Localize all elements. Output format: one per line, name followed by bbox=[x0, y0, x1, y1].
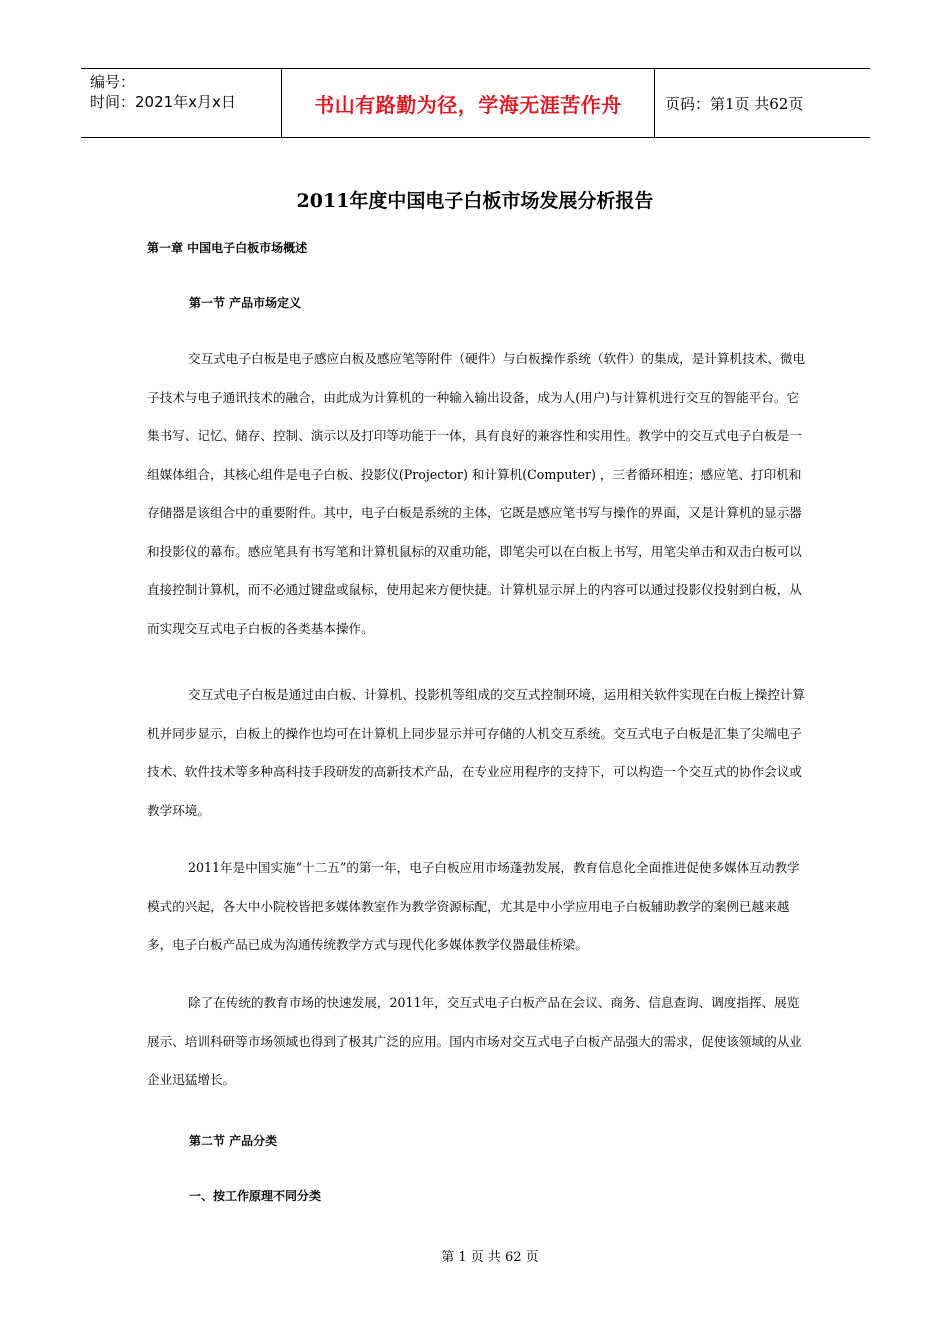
paragraph-1-text: 交互式电子白板是电子感应白板及感应笔等附件（硬件）与白板操作系统（软件）的集成，是计算机技术、微电子技术与电子通讯技术的融合，由此成为计算机的一种输入输出设备，成为人(用户)与计算机进行交互的智能平台。它集书写、记忆、储存、控制、演示以及打印等功能于一体，具有良好的兼容性和实用性。教学中的交互式电子白板是一组媒体组合，其核心组件是电子白板、投影仪(Projector) 和计算机(Computer) ，三者循环相连；感应笔、打印机和存储器是该组合中的重要附件。其中，电子白板是系统的主体，它既是感应笔书写与操作的界面，又是计算机的显示器和投影仪的幕布。感应笔具有书写笔和计算机鼠标的双重功能，即笔尖可以在白板上书写，用笔尖单击和双击白板可以直接控制计算机，而不必通过键盘或鼠标，使用起来方便快捷。计算机显示屏上的内容可以通过投影仪投射到白板，从而实现交互式电子白板的各类基本操作。 bbox=[147, 351, 806, 636]
paragraph-4-text: 除了在传统的教育市场的快速发展，2011年，交互式电子白板产品在会议、商务、信息查询、调度指挥、展览展示、培训科研等市场领域也得到了极其广泛的应用。国内市场对交互式电子白板产品强大的需求，促使该领域的从业企业迅猛增长。 bbox=[147, 995, 802, 1087]
paragraph-2-text: 交互式电子白板是通过由白板、计算机、投影机等组成的交互式控制环境，运用相关软件实现在白板上操控计算机并同步显示，白板上的操作也均可在计算机上同步显示并可存储的人机交互系统。交互式电子白板是汇集了尖端电子技术、软件技术等多种高科技手段研发的高新技术产品，在专业应用程序的支持下，可以构造一个交互式的协作会议或教学环境。 bbox=[147, 687, 806, 818]
page-footer: 第 1 页 共 62 页 bbox=[441, 1250, 539, 1265]
number-label: 编号： bbox=[90, 73, 136, 91]
header-table bbox=[81, 68, 870, 138]
header-left-cell bbox=[81, 69, 281, 137]
paragraph-4 bbox=[147, 984, 807, 1100]
time-label: 时间：2021年x月x日 bbox=[90, 93, 236, 111]
header-page-info: 页码：第1页 共62页 bbox=[665, 94, 804, 113]
section-heading-2: 第二节 产品分类 bbox=[189, 1134, 278, 1148]
paragraph-2 bbox=[147, 676, 807, 830]
subsection-heading: 一、按工作原理不同分类 bbox=[189, 1189, 322, 1203]
paragraph-3 bbox=[147, 849, 807, 965]
chapter-heading: 第一章 中国电子白板市场概述 bbox=[147, 241, 308, 255]
header-motto-cell bbox=[281, 69, 655, 137]
paragraph-3-text: 2011年是中国实施“十二五”的第一年，电子白板应用市场蓬勃发展，教育信息化全面推进促使多媒体互动教学模式的兴起，各大中小院校皆把多媒体教室作为教学资源标配，尤其是中小学应用电子白板辅助教学的案例已越来越多，电子白板产品已成为沟通传统教学方式与现代化多媒体教学仪器最佳桥梁。 bbox=[147, 860, 800, 952]
paragraph-1 bbox=[147, 340, 807, 648]
motto-text: 书山有路勤为径，学海无涯苦作舟 bbox=[314, 92, 622, 117]
section-heading-1: 第一节 产品市场定义 bbox=[189, 296, 302, 310]
document-title: 2011年度中国电子白板市场发展分析报告 bbox=[296, 190, 654, 212]
